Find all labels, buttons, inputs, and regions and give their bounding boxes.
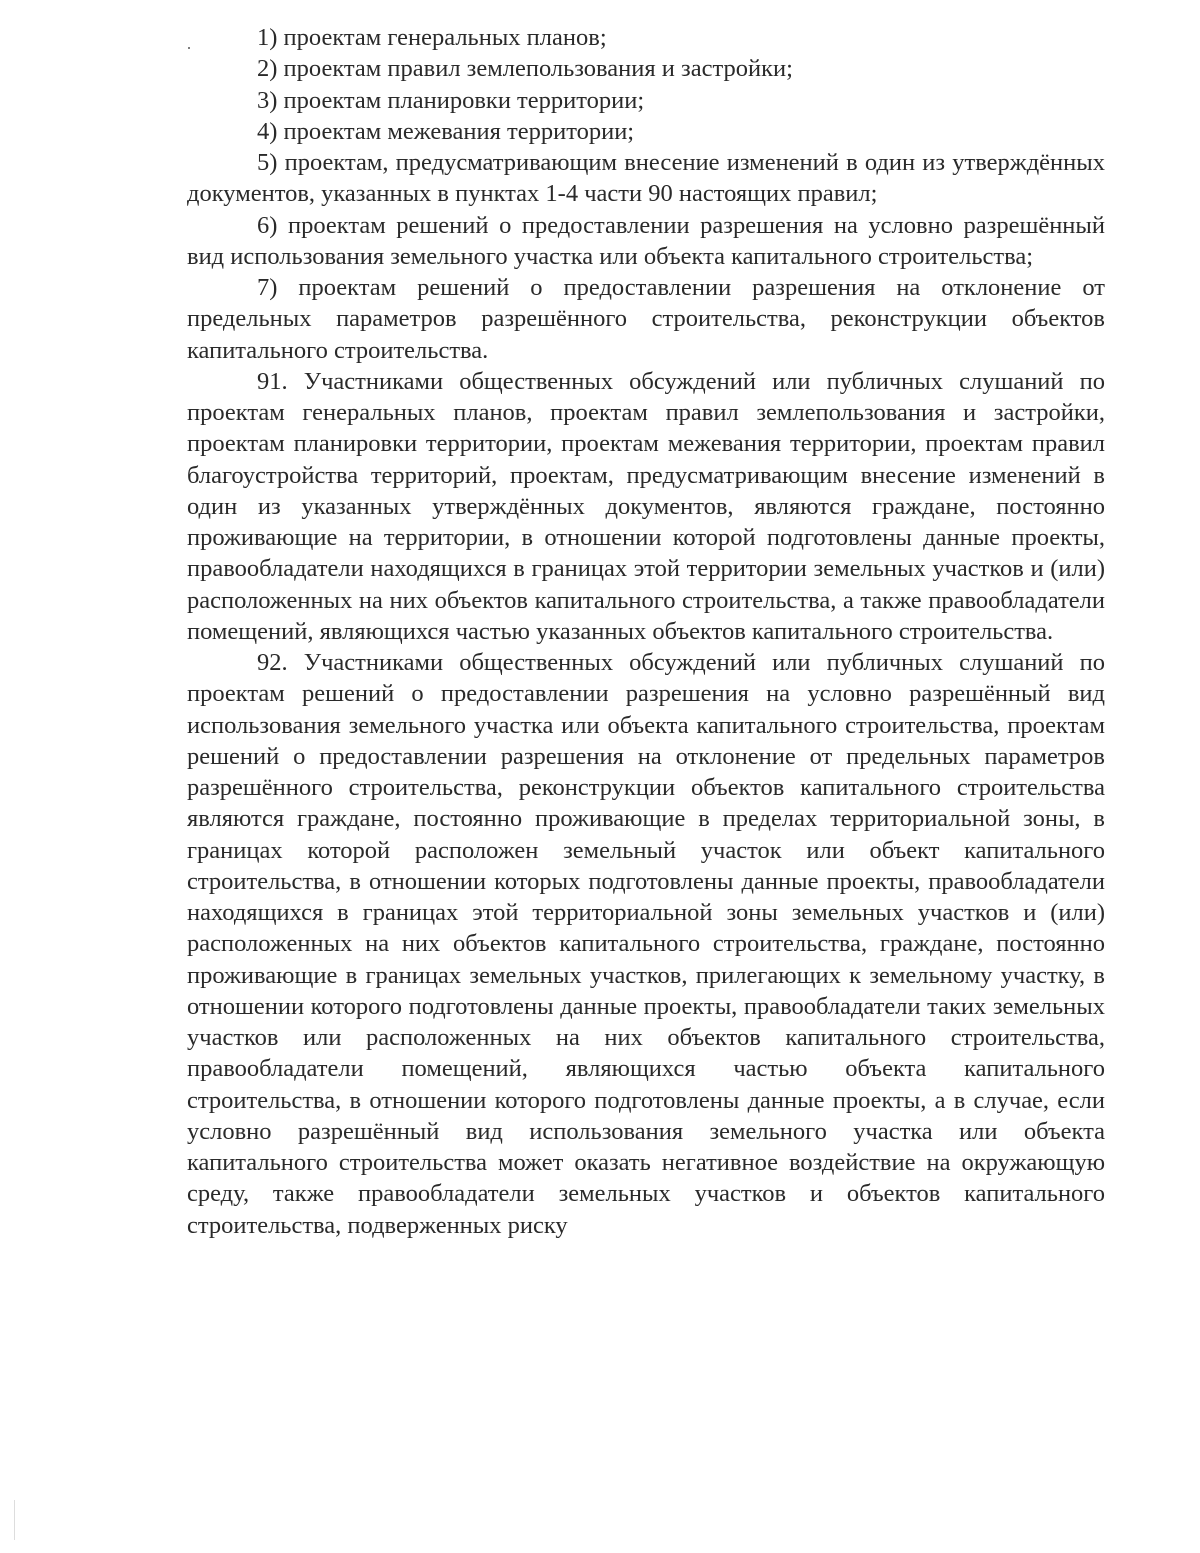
paragraph-91: 91. Участниками общественных обсуждений или публичных слушаний по проектам генеральных планов, проектам правил землепользования и застройки, проектам планировки территории, проектам межевания территории, проектам правил благоустройства территорий, проектам, предусматривающим внесение изменений в один из указанных утверждённых документов, являются граждане, постоянно проживающие на территории, в отношении которой подготовлены данные проекты, правообладатели находящихся в границах этой территории земельных участков и (или) расположенных на них объектов капитального строительства, а также правообладатели помещений, являющихся частью указанных объектов капитального строительства. xyxy=(187,367,1105,645)
document-body xyxy=(187,22,1105,1241)
list-item-2: 2) проектам правил землепользования и застройки; xyxy=(257,55,793,83)
list-item-5: 5) проектам, предусматривающим внесение изменений в один из утверждённых документов, указанных в пунктах 1-4 части 90 настоящих правил; xyxy=(187,149,1105,208)
list-item-6: 6) проектам решений о предоставлении разрешения на условно разрешённый вид использования земельного участка или объекта капитального строительства; xyxy=(187,211,1105,270)
paragraph-92: 92. Участниками общественных обсуждений или публичных слушаний по проектам решений о предоставлении разрешения на условно разрешённый вид использования земельного участка или объекта капитального строительства, проектам решений о предоставлении разрешения на отклонение от предельных параметров разрешённого строительства, реконструкции объектов капитального строительства являются граждане, постоянно проживающие в пределах территориальной зоны, в границах которой расположен земельный участок или объект капитального строительства, в отношении которых подготовлены данные проекты, правообладатели находящихся в границах этой территориальной зоны земельных участков и (или) расположенных на них объектов капитального строительства, граждане, постоянно проживающие в границах земельных участков, прилегающих к земельному участку, в отношении которого подготовлены данные проекты, правообладатели таких земельных участков или расположенных на них объектов капитального строительства, правообладатели помещений, являющихся частью объекта капитального строительства, в отношении которого подготовлены данные проекты, а в случае, если условно разрешённый вид использования земельного участка или объекта капитального строительства может оказать негативное воздействие на окружающую среду, также правообладатели земельных участков и объектов капитального строительства, подверженных риску xyxy=(187,649,1105,1239)
list-item-1: 1) проектам генеральных планов; xyxy=(257,24,607,51)
list-item-7: 7) проектам решений о предоставлении разрешения на отклонение от предельных параметров разрешённого строительства, реконструкции объектов капитального строительства. xyxy=(187,274,1105,364)
list-item-4: 4) проектам межевания территории; xyxy=(257,117,635,145)
list-item-3: 3) проектам планировки территории; xyxy=(257,86,645,114)
scan-edge-line xyxy=(14,1500,15,1540)
